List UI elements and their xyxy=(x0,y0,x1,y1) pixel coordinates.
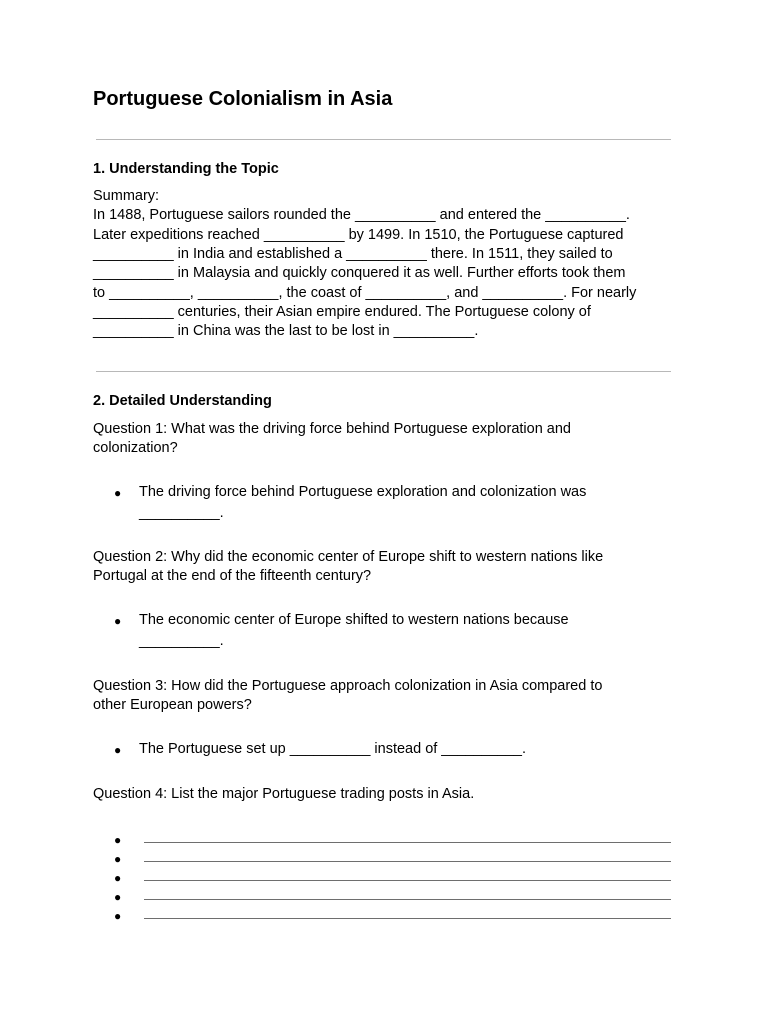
summary-line: In 1488, Portuguese sailors rounded the __________ and entered the __________. xyxy=(93,207,630,223)
summary-line: Later expeditions reached __________ by 1499. In 1510, the Portuguese captured xyxy=(93,227,624,243)
bullet-icon: ● xyxy=(114,614,122,628)
answer-blank-line[interactable] xyxy=(144,842,671,843)
summary-label: Summary: xyxy=(93,188,160,204)
section-1-heading: 1. Understanding the Topic xyxy=(93,161,279,177)
summary-line: __________ in Malaysia and quickly conquered it as well. Further efforts took them xyxy=(93,265,626,281)
bullet-icon: ● xyxy=(114,909,122,923)
question-2-text: Question 2: Why did the economic center of Europe shift to western nations like xyxy=(93,549,604,565)
question-4-text: Question 4: List the major Portuguese trading posts in Asia. xyxy=(93,786,475,802)
summary-line: __________ centuries, their Asian empire endured. The Portuguese colony of xyxy=(93,304,591,320)
bullet-icon: ● xyxy=(114,743,122,757)
summary-line: __________ in China was the last to be lost in __________. xyxy=(93,323,479,339)
summary-line: to __________, __________, the coast of __________, and __________. For nearly xyxy=(93,285,637,301)
page-title: Portuguese Colonialism in Asia xyxy=(93,88,393,110)
answer-blank-line[interactable] xyxy=(144,880,671,881)
answer-2-text: __________. xyxy=(139,633,224,649)
question-1-text: colonization? xyxy=(93,440,178,456)
bullet-icon: ● xyxy=(114,833,122,847)
bullet-icon: ● xyxy=(114,871,122,885)
answer-3-text: The Portuguese set up __________ instead of __________. xyxy=(139,741,526,757)
bullet-icon: ● xyxy=(114,852,122,866)
question-1-text: Question 1: What was the driving force behind Portuguese exploration and xyxy=(93,421,571,437)
divider-middle xyxy=(96,371,671,372)
answer-1-text: The driving force behind Portuguese exploration and colonization was xyxy=(139,484,587,500)
bullet-icon: ● xyxy=(114,890,122,904)
section-2-heading: 2. Detailed Understanding xyxy=(93,393,272,409)
summary-line: __________ in India and established a __________ there. In 1511, they sailed to xyxy=(93,246,613,262)
answer-blank-line[interactable] xyxy=(144,899,671,900)
question-3-text: other European powers? xyxy=(93,697,252,713)
answer-2-text: The economic center of Europe shifted to western nations because xyxy=(139,612,569,628)
bullet-icon: ● xyxy=(114,486,122,500)
answer-1-text: __________. xyxy=(139,505,224,521)
question-3-text: Question 3: How did the Portuguese approach colonization in Asia compared to xyxy=(93,678,603,694)
answer-blank-line[interactable] xyxy=(144,861,671,862)
divider-top xyxy=(96,139,671,140)
answer-blank-line[interactable] xyxy=(144,918,671,919)
question-2-text: Portugal at the end of the fifteenth century? xyxy=(93,568,372,584)
